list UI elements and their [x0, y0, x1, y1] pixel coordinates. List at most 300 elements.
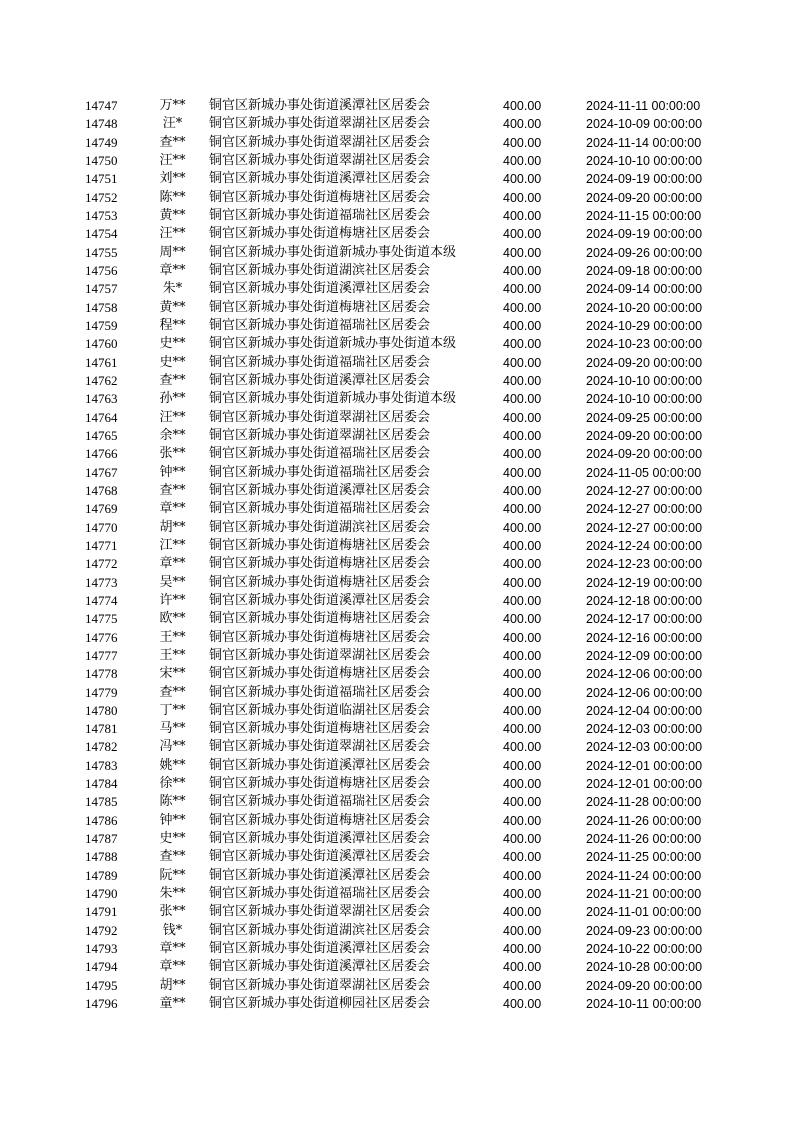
record-name: 黄** [159, 299, 186, 315]
record-id: 14748 [85, 116, 118, 132]
table-row [0, 482, 793, 500]
table-row [0, 409, 793, 427]
table-row [0, 684, 793, 702]
record-amount: 400.00 [503, 758, 542, 773]
table-row [0, 610, 793, 628]
table-row [0, 445, 793, 463]
record-id: 14792 [85, 922, 118, 938]
record-organization: 铜官区新城办事处街道梅塘社区居委会 [209, 226, 431, 242]
record-amount: 400.00 [503, 648, 542, 663]
record-amount: 400.00 [503, 722, 542, 737]
table-row [0, 152, 793, 170]
record-organization: 铜官区新城办事处街道福瑞社区居委会 [209, 317, 431, 333]
record-name: 史** [159, 336, 186, 352]
record-name: 陈** [159, 794, 186, 810]
record-organization: 铜官区新城办事处街道翠湖社区居委会 [209, 739, 431, 755]
record-name: 朱** [159, 886, 186, 902]
table-row [0, 427, 793, 445]
table-row [0, 170, 793, 188]
record-name: 章** [159, 941, 186, 957]
record-date: 2024-11-21 00:00:00 [586, 887, 702, 902]
record-organization: 铜官区新城办事处街道溪潭社区居委会 [209, 281, 431, 297]
record-amount: 400.00 [503, 337, 542, 352]
record-date: 2024-09-19 00:00:00 [586, 172, 703, 187]
record-amount: 400.00 [503, 667, 542, 682]
record-date: 2024-09-20 00:00:00 [586, 428, 703, 443]
record-organization: 铜官区新城办事处街道福瑞社区居委会 [209, 501, 431, 517]
table-row [0, 317, 793, 335]
record-organization: 铜官区新城办事处街道梅塘社区居委会 [209, 812, 431, 828]
record-date: 2024-09-18 00:00:00 [586, 263, 703, 278]
record-amount: 400.00 [503, 172, 542, 187]
record-amount: 400.00 [503, 813, 542, 828]
record-date: 2024-10-10 00:00:00 [586, 373, 703, 388]
record-id: 14779 [85, 684, 118, 700]
record-id: 14764 [85, 409, 118, 425]
record-id: 14758 [85, 299, 118, 315]
record-organization: 铜官区新城办事处街道溪潭社区居委会 [209, 757, 431, 773]
table-row [0, 189, 793, 207]
record-organization: 铜官区新城办事处街道溪潭社区居委会 [209, 849, 431, 865]
table-row [0, 629, 793, 647]
record-date: 2024-12-17 00:00:00 [586, 612, 703, 627]
table-row [0, 812, 793, 830]
record-id: 14774 [85, 592, 118, 608]
record-id: 14795 [85, 977, 118, 993]
record-amount: 400.00 [503, 832, 542, 847]
record-name: 钟** [159, 812, 186, 828]
record-organization: 铜官区新城办事处街道福瑞社区居委会 [209, 886, 431, 902]
record-id: 14747 [85, 98, 118, 113]
record-organization: 铜官区新城办事处街道湖滨社区居委会 [209, 922, 431, 938]
record-organization: 铜官区新城办事处街道翠湖社区居委会 [209, 977, 431, 993]
record-organization: 铜官区新城办事处街道溪潭社区居委会 [209, 959, 431, 975]
record-organization: 铜官区新城办事处街道溪潭社区居委会 [209, 98, 431, 113]
record-organization: 铜官区新城办事处街道梅塘社区居委会 [209, 574, 431, 590]
table-row [0, 867, 793, 885]
record-id: 14790 [85, 886, 118, 902]
record-organization: 铜官区新城办事处街道新城办事处街道本级 [209, 244, 457, 260]
table-row [0, 885, 793, 903]
record-name: 万** [159, 98, 186, 113]
record-amount: 400.00 [503, 99, 542, 113]
record-id: 14769 [85, 501, 118, 517]
record-amount: 400.00 [503, 245, 542, 260]
record-date: 2024-10-09 00:00:00 [586, 117, 703, 132]
record-organization: 铜官区新城办事处街道福瑞社区居委会 [209, 464, 431, 480]
record-amount: 400.00 [503, 282, 542, 297]
record-date: 2024-12-16 00:00:00 [586, 630, 703, 645]
record-id: 14753 [85, 207, 118, 223]
record-name: 王** [159, 647, 186, 663]
record-date: 2024-12-03 00:00:00 [586, 740, 703, 755]
record-date: 2024-11-01 00:00:00 [586, 905, 702, 920]
record-name: 胡** [159, 977, 186, 993]
table-row [0, 335, 793, 353]
record-name: 周** [159, 244, 186, 260]
record-date: 2024-12-01 00:00:00 [586, 758, 703, 773]
record-amount: 400.00 [503, 428, 542, 443]
record-date: 2024-12-06 00:00:00 [586, 685, 703, 700]
record-date: 2024-12-09 00:00:00 [586, 648, 703, 663]
record-date: 2024-12-03 00:00:00 [586, 722, 703, 737]
record-amount: 400.00 [503, 117, 542, 132]
record-amount: 400.00 [503, 190, 542, 205]
record-organization: 铜官区新城办事处街道翠湖社区居委会 [209, 409, 431, 425]
record-id: 14777 [85, 647, 118, 663]
record-amount: 400.00 [503, 942, 542, 957]
record-date: 2024-11-28 00:00:00 [586, 795, 702, 810]
record-name: 许** [159, 592, 186, 608]
table-row [0, 958, 793, 976]
record-name: 张** [159, 446, 186, 462]
table-row [0, 793, 793, 811]
record-name: 张** [159, 904, 186, 920]
record-name: 钱* [162, 922, 183, 938]
record-name: 查** [159, 849, 186, 865]
record-date: 2024-09-20 00:00:00 [586, 978, 703, 993]
record-id: 14756 [85, 262, 118, 278]
record-name: 胡** [159, 519, 186, 535]
record-amount: 400.00 [503, 575, 542, 590]
record-organization: 铜官区新城办事处街道梅塘社区居委会 [209, 629, 431, 645]
record-id: 14773 [85, 574, 118, 590]
record-organization: 铜官区新城办事处街道梅塘社区居委会 [209, 189, 431, 205]
record-id: 14778 [85, 666, 118, 682]
record-id: 14761 [85, 354, 118, 370]
record-amount: 400.00 [503, 483, 542, 498]
record-name: 阮** [159, 867, 186, 883]
record-amount: 400.00 [503, 997, 542, 1012]
table-row [0, 207, 793, 225]
record-name: 汪** [159, 152, 186, 168]
record-organization: 铜官区新城办事处街道梅塘社区居委会 [209, 299, 431, 315]
record-name: 马** [159, 721, 186, 737]
table-row [0, 280, 793, 298]
record-date: 2024-12-27 00:00:00 [586, 520, 703, 535]
table-row [0, 830, 793, 848]
record-name: 钟** [159, 464, 186, 480]
record-id: 14770 [85, 519, 118, 535]
table-row [0, 903, 793, 921]
table-row [0, 665, 793, 683]
record-amount: 400.00 [503, 355, 542, 370]
record-id: 14750 [85, 152, 118, 168]
record-id: 14793 [85, 941, 118, 957]
record-organization: 铜官区新城办事处街道溪潭社区居委会 [209, 171, 431, 187]
record-date: 2024-12-06 00:00:00 [586, 667, 703, 682]
table-row [0, 922, 793, 940]
record-date: 2024-12-27 00:00:00 [586, 483, 703, 498]
record-name: 陈** [159, 189, 186, 205]
record-amount: 400.00 [503, 740, 542, 755]
record-amount: 400.00 [503, 557, 542, 572]
table-row [0, 372, 793, 390]
record-amount: 400.00 [503, 777, 542, 792]
record-date: 2024-10-22 00:00:00 [586, 942, 703, 957]
record-id: 14757 [85, 281, 118, 297]
record-id: 14755 [85, 244, 118, 260]
record-date: 2024-11-24 00:00:00 [586, 868, 702, 883]
record-organization: 铜官区新城办事处街道翠湖社区居委会 [209, 647, 431, 663]
table-row [0, 519, 793, 537]
record-id: 14765 [85, 427, 118, 443]
record-id: 14775 [85, 611, 118, 627]
record-date: 2024-09-25 00:00:00 [586, 410, 703, 425]
record-date: 2024-12-01 00:00:00 [586, 777, 703, 792]
record-id: 14751 [85, 171, 118, 187]
record-name: 汪** [159, 409, 186, 425]
record-organization: 铜官区新城办事处街道溪潭社区居委会 [209, 482, 431, 498]
record-date: 2024-12-19 00:00:00 [586, 575, 703, 590]
record-id: 14788 [85, 849, 118, 865]
record-organization: 铜官区新城办事处街道福瑞社区居委会 [209, 354, 431, 370]
table-row [0, 225, 793, 243]
record-organization: 铜官区新城办事处街道福瑞社区居委会 [209, 207, 431, 223]
record-organization: 铜官区新城办事处街道福瑞社区居委会 [209, 684, 431, 700]
table-row [0, 940, 793, 958]
table-row [0, 115, 793, 133]
record-date: 2024-11-26 00:00:00 [586, 813, 702, 828]
record-date: 2024-12-04 00:00:00 [586, 703, 703, 718]
record-name: 章** [159, 262, 186, 278]
record-organization: 铜官区新城办事处街道翠湖社区居委会 [209, 116, 431, 132]
record-organization: 铜官区新城办事处街道翠湖社区居委会 [209, 904, 431, 920]
record-id: 14776 [85, 629, 118, 645]
table-row [0, 592, 793, 610]
record-date: 2024-10-11 00:00:00 [586, 997, 702, 1012]
record-name: 汪** [159, 226, 186, 242]
record-id: 14782 [85, 739, 118, 755]
record-name: 欧** [159, 611, 186, 627]
record-amount: 400.00 [503, 502, 542, 517]
record-date: 2024-09-20 00:00:00 [586, 190, 703, 205]
record-name: 查** [159, 372, 186, 388]
record-date: 2024-09-20 00:00:00 [586, 355, 703, 370]
record-organization: 铜官区新城办事处街道新城办事处街道本级 [209, 336, 457, 352]
record-amount: 400.00 [503, 923, 542, 938]
record-amount: 400.00 [503, 410, 542, 425]
record-id: 14767 [85, 464, 118, 480]
record-organization: 铜官区新城办事处街道福瑞社区居委会 [209, 794, 431, 810]
record-id: 14794 [85, 959, 118, 975]
table-row [0, 977, 793, 995]
record-date: 2024-11-14 00:00:00 [586, 135, 702, 150]
table-row [0, 97, 793, 115]
record-date: 2024-09-23 00:00:00 [586, 923, 703, 938]
record-amount: 400.00 [503, 850, 542, 865]
record-date: 2024-10-10 00:00:00 [586, 392, 703, 407]
record-id: 14763 [85, 391, 118, 407]
record-organization: 铜官区新城办事处街道临湖社区居委会 [209, 702, 431, 718]
record-organization: 铜官区新城办事处街道翠湖社区居委会 [209, 152, 431, 168]
table-row [0, 848, 793, 866]
record-name: 江** [159, 537, 186, 553]
record-amount: 400.00 [503, 795, 542, 810]
record-id: 14768 [85, 482, 118, 498]
record-amount: 400.00 [503, 868, 542, 883]
record-id: 14796 [85, 996, 118, 1012]
record-amount: 400.00 [503, 373, 542, 388]
record-id: 14784 [85, 776, 118, 792]
record-amount: 400.00 [503, 318, 542, 333]
record-date: 2024-09-20 00:00:00 [586, 447, 703, 462]
record-amount: 400.00 [503, 447, 542, 462]
record-name: 王** [159, 629, 186, 645]
record-organization: 铜官区新城办事处街道湖滨社区居委会 [209, 519, 431, 535]
record-name: 朱* [162, 281, 183, 297]
record-organization: 铜官区新城办事处街道梅塘社区居委会 [209, 776, 431, 792]
record-id: 14787 [85, 831, 118, 847]
record-amount: 400.00 [503, 392, 542, 407]
table-row [0, 702, 793, 720]
table-row [0, 757, 793, 775]
record-amount: 400.00 [503, 887, 542, 902]
record-organization: 铜官区新城办事处街道梅塘社区居委会 [209, 611, 431, 627]
record-organization: 铜官区新城办事处街道梅塘社区居委会 [209, 537, 431, 553]
record-name: 章** [159, 959, 186, 975]
record-date: 2024-11-26 00:00:00 [586, 832, 702, 847]
record-id: 14791 [85, 904, 118, 920]
record-amount: 400.00 [503, 538, 542, 553]
record-date: 2024-11-15 00:00:00 [586, 208, 702, 223]
record-date: 2024-11-11 00:00:00 [586, 99, 701, 113]
record-id: 14772 [85, 556, 118, 572]
record-organization: 铜官区新城办事处街道溪潭社区居委会 [209, 831, 431, 847]
record-date: 2024-12-27 00:00:00 [586, 502, 703, 517]
record-date: 2024-12-24 00:00:00 [586, 538, 703, 553]
record-amount: 400.00 [503, 612, 542, 627]
record-date: 2024-09-26 00:00:00 [586, 245, 703, 260]
record-id: 14759 [85, 317, 118, 333]
record-date: 2024-11-05 00:00:00 [586, 465, 702, 480]
record-amount: 400.00 [503, 263, 542, 278]
record-id: 14762 [85, 372, 118, 388]
record-amount: 400.00 [503, 465, 542, 480]
table-row [0, 574, 793, 592]
record-name: 史** [159, 831, 186, 847]
record-name: 童** [159, 996, 186, 1012]
records-table [0, 97, 793, 1013]
record-name: 程** [159, 317, 186, 333]
record-amount: 400.00 [503, 960, 542, 975]
record-organization: 铜官区新城办事处街道柳园社区居委会 [209, 996, 431, 1012]
record-name: 徐** [159, 776, 186, 792]
record-organization: 铜官区新城办事处街道溪潭社区居委会 [209, 867, 431, 883]
record-organization: 铜官区新城办事处街道湖滨社区居委会 [209, 262, 431, 278]
record-id: 14760 [85, 336, 118, 352]
record-name: 姚** [159, 757, 186, 773]
record-amount: 400.00 [503, 208, 542, 223]
record-name: 余** [159, 427, 186, 443]
record-organization: 铜官区新城办事处街道溪潭社区居委会 [209, 372, 431, 388]
record-amount: 400.00 [503, 593, 542, 608]
record-name: 冯** [159, 739, 186, 755]
table-row [0, 390, 793, 408]
table-row [0, 262, 793, 280]
record-name: 孙** [159, 391, 186, 407]
record-id: 14766 [85, 446, 118, 462]
record-name: 章** [159, 556, 186, 572]
table-row [0, 647, 793, 665]
record-organization: 铜官区新城办事处街道梅塘社区居委会 [209, 666, 431, 682]
record-date: 2024-12-18 00:00:00 [586, 593, 703, 608]
record-name: 黄** [159, 207, 186, 223]
record-id: 14783 [85, 757, 118, 773]
record-organization: 铜官区新城办事处街道翠湖社区居委会 [209, 134, 431, 150]
record-amount: 400.00 [503, 630, 542, 645]
record-organization: 铜官区新城办事处街道新城办事处街道本级 [209, 391, 457, 407]
record-name: 查** [159, 134, 186, 150]
record-amount: 400.00 [503, 685, 542, 700]
record-id: 14771 [85, 537, 118, 553]
record-id: 14789 [85, 867, 118, 883]
record-name: 丁** [159, 702, 186, 718]
table-row [0, 244, 793, 262]
record-amount: 400.00 [503, 703, 542, 718]
table-row [0, 500, 793, 518]
record-organization: 铜官区新城办事处街道梅塘社区居委会 [209, 556, 431, 572]
record-date: 2024-10-23 00:00:00 [586, 337, 703, 352]
record-name: 查** [159, 482, 186, 498]
record-date: 2024-09-14 00:00:00 [586, 282, 703, 297]
record-date: 2024-10-20 00:00:00 [586, 300, 703, 315]
record-amount: 400.00 [503, 227, 542, 242]
record-date: 2024-09-19 00:00:00 [586, 227, 703, 242]
record-date: 2024-12-23 00:00:00 [586, 557, 703, 572]
record-date: 2024-10-10 00:00:00 [586, 153, 703, 168]
record-id: 14781 [85, 721, 118, 737]
record-organization: 铜官区新城办事处街道福瑞社区居委会 [209, 446, 431, 462]
record-id: 14754 [85, 226, 118, 242]
table-row [0, 555, 793, 573]
record-date: 2024-11-25 00:00:00 [586, 850, 702, 865]
table-row [0, 299, 793, 317]
record-organization: 铜官区新城办事处街道溪潭社区居委会 [209, 941, 431, 957]
record-id: 14780 [85, 702, 118, 718]
table-row [0, 134, 793, 152]
record-name: 吴** [159, 574, 186, 590]
record-date: 2024-10-28 00:00:00 [586, 960, 703, 975]
record-amount: 400.00 [503, 300, 542, 315]
record-id: 14786 [85, 812, 118, 828]
record-id: 14785 [85, 794, 118, 810]
record-name: 汪* [162, 116, 183, 132]
record-amount: 400.00 [503, 135, 542, 150]
record-amount: 400.00 [503, 978, 542, 993]
record-name: 查** [159, 684, 186, 700]
table-row [0, 537, 793, 555]
record-amount: 400.00 [503, 520, 542, 535]
record-date: 2024-10-29 00:00:00 [586, 318, 703, 333]
record-amount: 400.00 [503, 153, 542, 168]
table-row [0, 738, 793, 756]
table-row [0, 720, 793, 738]
record-id: 14752 [85, 189, 118, 205]
table-row [0, 995, 793, 1013]
record-organization: 铜官区新城办事处街道翠湖社区居委会 [209, 427, 431, 443]
record-name: 章** [159, 501, 186, 517]
record-organization: 铜官区新城办事处街道梅塘社区居委会 [209, 721, 431, 737]
table-row [0, 464, 793, 482]
record-name: 宋** [159, 666, 186, 682]
table-row [0, 775, 793, 793]
record-name: 史** [159, 354, 186, 370]
record-organization: 铜官区新城办事处街道溪潭社区居委会 [209, 592, 431, 608]
record-id: 14749 [85, 134, 118, 150]
table-row [0, 354, 793, 372]
record-amount: 400.00 [503, 905, 542, 920]
